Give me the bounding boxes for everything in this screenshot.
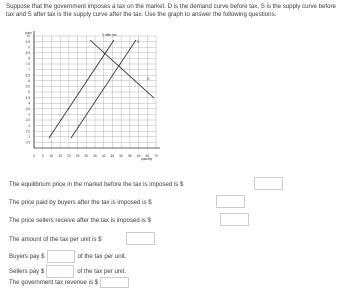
y-axis-label: price bbox=[25, 31, 32, 35]
problem-intro: Suppose that the government imposes a tax on the market. D is the demand curve before tax, S is the supply curve before tax and S after tax is the supply curve after the tax. Use the graph to answer the following questions: bbox=[6, 3, 336, 18]
x-tick-labels bbox=[33, 154, 158, 158]
s-curve bbox=[71, 40, 136, 138]
x-tick-label: 25 bbox=[75, 154, 80, 158]
x-tick-label: 30 bbox=[84, 154, 89, 158]
tax-per-unit-input[interactable] bbox=[126, 232, 155, 245]
y-tick-label: 8 bbox=[28, 56, 30, 61]
y-tick-label: 3.5 bbox=[25, 107, 30, 111]
buyers-pay-suffix: of the tax per unit. bbox=[77, 253, 127, 260]
graph-curves bbox=[49, 40, 154, 138]
y-tick-label: 5.5 bbox=[25, 84, 30, 89]
sellers-price-input[interactable] bbox=[220, 213, 249, 226]
x-tick-label: 10 bbox=[49, 154, 54, 158]
equilibrium-price-input[interactable] bbox=[254, 177, 283, 190]
y-tick-label: 6.5 bbox=[25, 73, 30, 78]
y-tick-label: 4.5 bbox=[25, 95, 30, 100]
y-tick-labels bbox=[26, 34, 31, 144]
x-tick-label: 0 bbox=[33, 154, 35, 158]
graph-grid bbox=[34, 31, 160, 148]
y-tick-label: 5 bbox=[28, 90, 30, 95]
sellers-pay-suffix: of the tax per unit. bbox=[77, 268, 127, 275]
x-tick-label: 45 bbox=[110, 154, 115, 158]
buyers-price-question: The price paid by buyers after the tax is imposed is $ bbox=[9, 199, 152, 206]
supply-demand-graph bbox=[14, 30, 164, 162]
y-tick-label: 10 bbox=[26, 34, 30, 39]
equilibrium-price-question: The equilibrium price in the market before the tax is imposed is $ bbox=[9, 181, 184, 188]
y-tick-label: 9.5 bbox=[25, 39, 30, 44]
d-label: D bbox=[147, 77, 150, 81]
buyers-price-input[interactable] bbox=[216, 195, 245, 208]
s-label: S bbox=[137, 40, 140, 44]
y-tick-label: 7.5 bbox=[25, 62, 30, 67]
y-tick-label: 8.5 bbox=[25, 51, 30, 55]
x-tick-label: 5 bbox=[41, 154, 44, 158]
y-tick-label: 1 bbox=[28, 135, 30, 139]
sellers-price-question: The price sellers receive after the tax is imposed is $ bbox=[9, 217, 151, 224]
y-tick-label: 9 bbox=[28, 45, 30, 50]
x-tick-label: 50 bbox=[119, 154, 123, 158]
y-tick-label: 3 bbox=[28, 112, 30, 117]
y-tick-label: 7 bbox=[28, 67, 30, 72]
s-after-tax-curve bbox=[49, 40, 114, 138]
y-tick-label: 0.5 bbox=[25, 140, 30, 145]
d-curve bbox=[90, 40, 154, 98]
y-tick-label: 6 bbox=[28, 79, 30, 83]
x-tick-label: 15 bbox=[58, 154, 62, 158]
x-tick-label: 70 bbox=[154, 154, 158, 158]
x-tick-label: 60 bbox=[136, 154, 141, 158]
tax-revenue-input[interactable] bbox=[100, 277, 129, 288]
s-after-tax-label: S after tax bbox=[102, 33, 117, 37]
tax-per-unit-question: The amount of the tax per unit is $ bbox=[9, 236, 102, 243]
y-tick-label: 4 bbox=[28, 101, 30, 106]
tax-revenue-question: The government tax revenue is $ bbox=[9, 279, 99, 286]
x-axis-label: quantity bbox=[141, 157, 153, 161]
buyers-pay-label: Buyers pay $ bbox=[9, 253, 45, 260]
y-tick-label: 1.5 bbox=[25, 129, 30, 134]
x-tick-label: 20 bbox=[67, 154, 71, 158]
x-tick-label: 35 bbox=[93, 154, 97, 158]
x-tick-label: 65 bbox=[145, 154, 150, 158]
y-tick-label: 2.5 bbox=[25, 118, 30, 123]
y-tick-label: 2 bbox=[28, 123, 30, 128]
x-tick-label: 55 bbox=[128, 154, 132, 158]
graph-svg bbox=[14, 30, 164, 162]
x-tick-label: 40 bbox=[101, 154, 106, 158]
buyers-pay-input[interactable] bbox=[47, 250, 75, 263]
sellers-pay-label: Sellers pay $ bbox=[9, 268, 45, 275]
